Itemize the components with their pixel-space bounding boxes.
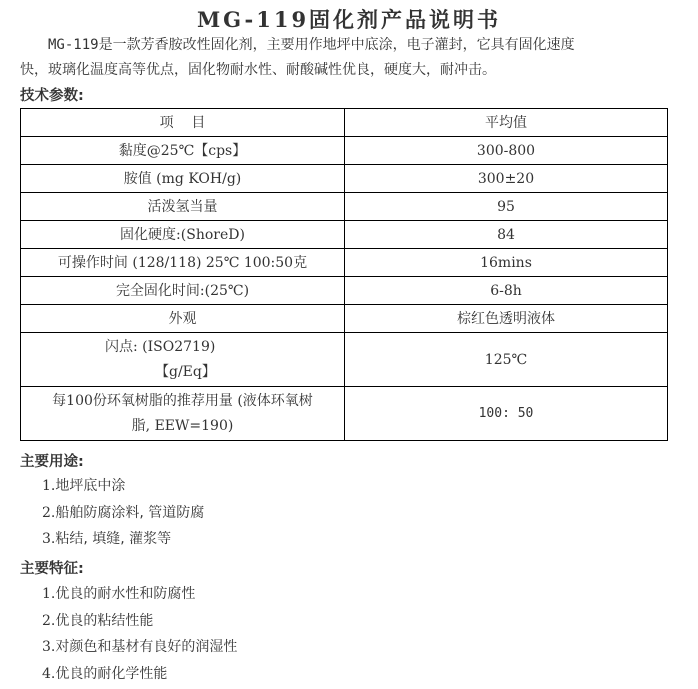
flash-point-item-cell <box>21 333 345 387</box>
list-item <box>42 581 237 608</box>
tech-params-table <box>20 108 668 441</box>
tech-params-heading: 技术参数: <box>20 88 84 104</box>
list-item-number: 3. <box>42 531 56 547</box>
row-value-cell: 300-800 <box>345 137 668 165</box>
list-item <box>42 526 204 553</box>
list-item <box>42 634 237 661</box>
list-item-number: 1. <box>42 586 56 602</box>
table-row <box>21 165 668 193</box>
list-item <box>42 661 237 688</box>
list-item <box>42 608 237 635</box>
row-item-cell: 黏度@25℃【cps】 <box>21 137 345 165</box>
header-item-cell: 项 目 <box>21 109 345 137</box>
intro-paragraph <box>20 33 680 83</box>
intro-line1: 是一款芳香胺改性固化剂，主要用作地坪中底涂，电子灌封，它具有固化速度 <box>98 37 575 53</box>
row-item-cell: 胺值 (mg KOH/g) <box>21 165 345 193</box>
table-row <box>21 305 668 333</box>
intro-product-code: MG-119 <box>48 37 99 53</box>
row-value-cell: 16mins <box>345 249 668 277</box>
dosage-value-cell: 100: 50 <box>345 387 668 441</box>
list-item-number: 1. <box>42 478 56 494</box>
list-item-number: 2. <box>42 504 56 521</box>
list-item <box>42 500 204 527</box>
row-item-cell: 可操作时间 (128/118) 25℃ 100:50克 <box>21 249 345 277</box>
table-row <box>21 137 668 165</box>
uses-heading: 主要用途: <box>20 454 84 470</box>
list-item-number: 2. <box>42 612 56 629</box>
row-item-cell: 活泼氢当量 <box>21 193 345 221</box>
list-item-text: 对颜色和基材有良好的润湿性 <box>55 639 238 655</box>
flash-point-line1: 闪点: (ISO2719) <box>105 338 216 355</box>
table-header-row <box>21 109 668 137</box>
features-heading: 主要特征: <box>20 561 84 577</box>
table-row <box>21 249 668 277</box>
list-item-number: 4. <box>42 665 56 682</box>
dosage-line1: 每100份环氧树脂的推荐用量 (液体环氧树 <box>52 392 313 409</box>
flash-point-value-cell: 125℃ <box>345 333 668 387</box>
dosage-item-cell <box>21 387 345 441</box>
features-list <box>42 581 237 687</box>
row-value-cell: 棕红色透明液体 <box>345 305 668 333</box>
row-item-cell: 完全固化时间:(25℃) <box>21 277 345 305</box>
row-item-cell: 固化硬度:(ShoreD) <box>21 221 345 249</box>
table-row-flash-point <box>21 333 668 387</box>
list-item <box>42 473 204 500</box>
table-row <box>21 221 668 249</box>
list-item-text: 优良的粘结性能 <box>55 612 154 629</box>
list-item-number: 3. <box>42 639 56 655</box>
list-item-text: 地坪底中涂 <box>55 478 126 494</box>
row-value-cell: 300±20 <box>345 165 668 193</box>
header-value-cell: 平均值 <box>345 109 668 137</box>
list-item-text: 优良的耐化学性能 <box>55 665 168 682</box>
table-row <box>21 277 668 305</box>
uses-list <box>42 473 204 553</box>
row-value-cell: 95 <box>345 193 668 221</box>
list-item-text: 优良的耐水性和防腐性 <box>55 586 196 602</box>
table-row-dosage <box>21 387 668 441</box>
intro-line2: 快，玻璃化温度高等优点，固化物耐水性、耐酸碱性优良，硬度大，耐冲击。 <box>20 62 496 78</box>
row-value-cell: 6-8h <box>345 277 668 305</box>
row-item-cell: 外观 <box>21 305 345 333</box>
table-row <box>21 193 668 221</box>
list-item-text: 粘结, 填缝, 灌浆等 <box>55 531 172 547</box>
dosage-line2: 脂, EEW=190) <box>131 417 234 434</box>
row-value-cell: 84 <box>345 221 668 249</box>
list-item-text: 船舶防腐涂料, 管道防腐 <box>55 504 205 521</box>
document-title: MG-119固化剂产品说明书 <box>196 7 502 32</box>
flash-point-line2: 【g/Eq】 <box>155 363 216 380</box>
